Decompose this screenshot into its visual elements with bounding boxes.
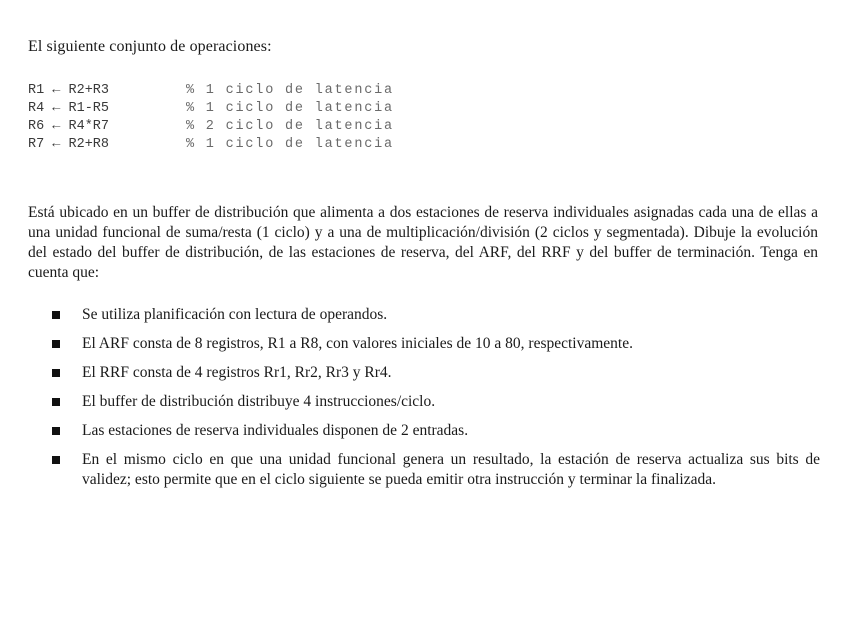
code-comment: % 1 ciclo de latencia (186, 101, 394, 116)
square-bullet-icon (52, 311, 60, 319)
intro-text: El siguiente conjunto de operaciones: (28, 38, 272, 55)
code-instruction: R6 ← R4*R7 (28, 119, 110, 134)
conditions-list (52, 305, 820, 499)
square-bullet-icon (52, 369, 60, 377)
list-item (52, 305, 820, 325)
code-line (28, 136, 394, 154)
code-line (28, 100, 394, 118)
list-item (52, 363, 820, 383)
square-bullet-icon (52, 340, 60, 348)
operations-code-block (28, 82, 394, 154)
code-comment: % 1 ciclo de latencia (186, 137, 394, 152)
square-bullet-icon (52, 427, 60, 435)
code-line (28, 82, 394, 100)
list-item-text: El buffer de distribución distribuye 4 instrucciones/ciclo. (82, 393, 436, 410)
list-item (52, 392, 820, 412)
list-item (52, 421, 820, 441)
problem-paragraph: Está ubicado en un buffer de distribución que alimenta a dos estaciones de reserva individuales asignadas cada una de ellas a una unidad funcional de suma/resta (1 ciclo) y a una de multiplicación/división (2 ciclos y segmentada). Dibuje la evolución del estado del buffer de distribución, de las estaciones de reserva, del ARF, del RRF y del buffer de terminación. Tenga en cuenta que: (28, 204, 818, 281)
square-bullet-icon (52, 398, 60, 406)
list-item (52, 450, 820, 490)
square-bullet-icon (52, 456, 60, 464)
list-item-text: El ARF consta de 8 registros, R1 a R8, con valores iniciales de 10 a 80, respectivamente. (82, 335, 633, 352)
list-item-text: Las estaciones de reserva individuales disponen de 2 entradas. (82, 422, 469, 439)
code-instruction: R7 ← R2+R8 (28, 137, 110, 152)
code-instruction: R1 ← R2+R3 (28, 83, 110, 98)
code-line (28, 118, 394, 136)
list-item (52, 334, 820, 354)
list-item-text: En el mismo ciclo en que una unidad funcional genera un resultado, la estación de reserva actualiza sus bits de validez; esto permite que en el ciclo siguiente se pueda emitir otra instrucción y terminar la finalizada. (82, 451, 820, 488)
code-instruction: R4 ← R1-R5 (28, 101, 110, 116)
list-item-text: El RRF consta de 4 registros Rr1, Rr2, Rr3 y Rr4. (82, 364, 392, 381)
code-comment: % 2 ciclo de latencia (186, 119, 394, 134)
code-comment: % 1 ciclo de latencia (186, 83, 394, 98)
list-item-text: Se utiliza planificación con lectura de operandos. (82, 306, 388, 323)
